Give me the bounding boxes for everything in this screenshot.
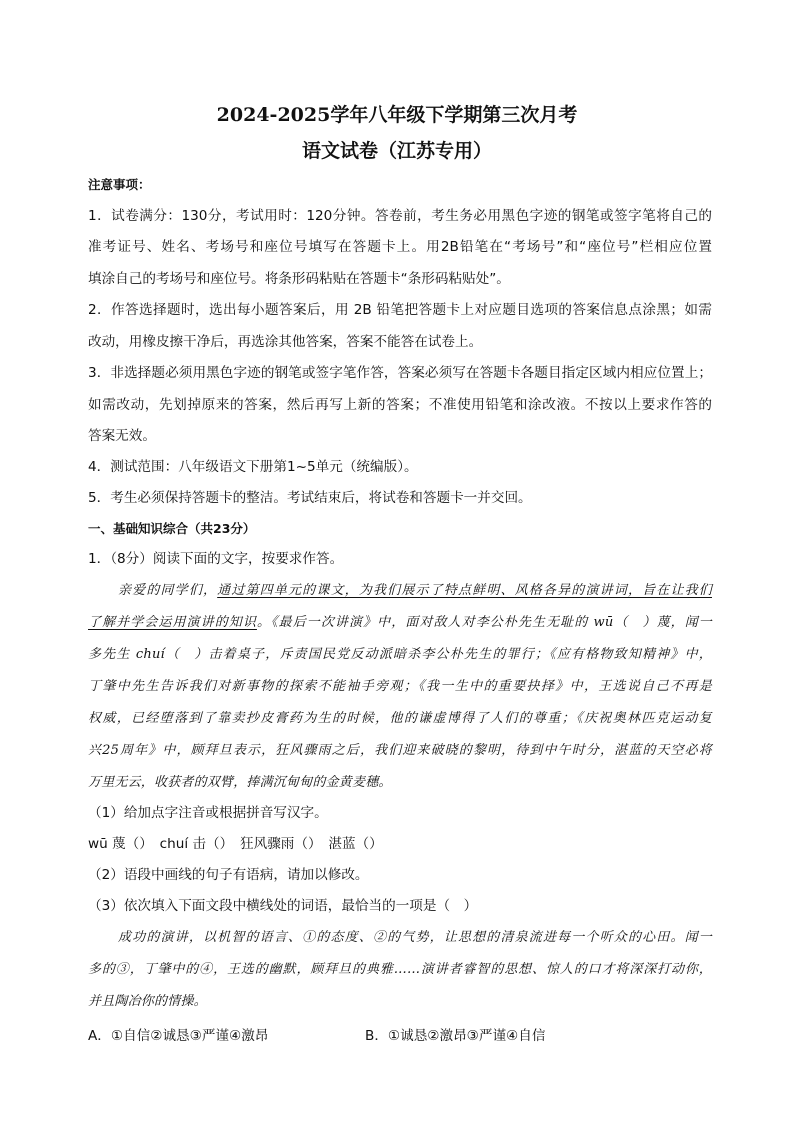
notes-heading: 注意事项： — [88, 177, 151, 192]
notes-line: 填涂自己的考场号和座位号。将条形码粘贴在答题卡“条形码粘贴处”。 — [88, 271, 510, 287]
sub-question-2: （2）语段中画线的句子有语病，请加以修改。 — [88, 867, 369, 883]
underlined-sentence: 了解并学会运用演讲的知识 — [88, 615, 257, 630]
sub-question-3: （3）依次填入下面文段中横线处的词语，最恰当的一项是（ ） — [88, 898, 478, 914]
passage-text: 亲爱的同学们， — [118, 583, 218, 598]
passage-text: 。《最后一次讲演》中，面对敌人对李公朴先生无耻的 wū（ ）蔑，闻一 — [256, 615, 712, 630]
underlined-sentence: 通过第四单元的课文，为我们展示了特点鲜明、风格各异的演讲词，旨在让我们 — [217, 583, 712, 598]
passage-line: 权威，已经堕落到了靠卖抄皮膏药为生的时候，他的谦虚博得了人们的尊重；《庆祝奥林匹克运动复 — [88, 711, 712, 726]
exam-title: 2024-2025学年八年级下学期第三次月考 — [216, 104, 578, 126]
passage-line: 多先生 chuí（ ）击着桌子，斥责国民党反动派暗杀李公朴先生的罪行；《应有格物致知精神》中， — [88, 647, 712, 662]
notes-line: 如需改动，先划掉原来的答案，然后再写上新的答案；不准使用铅笔和涂改液。不按以上要求作答的 — [88, 397, 712, 413]
sub-question-1-items: wū 蔑（） chuí 击（） 狂风骤雨（） 湛蓝（） — [88, 836, 383, 852]
passage2-line: 成功的演讲，以机智的语言、①的态度、②的气势，让思想的清泉流进每一个听众的心田。闻一 — [118, 930, 712, 945]
question-1: 1．（8分）阅读下面的文字，按要求作答。 — [88, 551, 344, 567]
passage-line — [88, 582, 712, 600]
passage2-line: 并且陶冶你的情操。 — [88, 994, 207, 1009]
notes-line: 准考证号、姓名、考场号和座位号填写在答题卡上。用2B铅笔在“考场号”和“座位号”栏相应位置 — [88, 239, 712, 255]
notes-line: 答案无效。 — [88, 428, 156, 444]
notes-line: 改动，用橡皮擦干净后，再选涂其他答案，答案不能答在试卷上。 — [88, 334, 483, 350]
sub-question-1: （1）给加点字注音或根据拼音写汉字。 — [88, 805, 328, 821]
exam-subtitle: 语文试卷（江苏专用） — [301, 140, 492, 162]
notes-line: 5．考生必须保持答题卡的整洁。考试结束后，将试卷和答题卡一并交回。 — [88, 490, 532, 506]
section-heading: 一、基础知识综合（共23分） — [88, 521, 256, 536]
notes-line: 2．作答选择题时，选出每小题答案后，用 2B 铅笔把答题卡上对应题目选项的答案信息点涂黑；如需 — [88, 302, 712, 318]
notes-line: 1．试卷满分：130分，考试用时：120分钟。答卷前，考生务必用黑色字迹的钢笔或签字笔将自己的 — [88, 208, 712, 224]
option-b: B．①诚恳②激昂③严谨④自信 — [365, 1028, 546, 1044]
passage-line: 万里无云，收获者的双臂，捧满沉甸甸的金黄麦穗。 — [88, 775, 392, 790]
notes-line: 4．测试范围：八年级语文下册第1~5单元（统编版）。 — [88, 459, 418, 475]
passage2-line: 多的③，丁肇中的④，王选的幽默，顾拜旦的典雅……演讲者睿智的思想、惊人的口才将深深打动你， — [88, 962, 712, 977]
passage-line: 丁肇中先生告诉我们对新事物的探索不能袖手旁观；《我一生中的重要抉择》中，王选说自己不再是 — [88, 679, 712, 694]
passage-line: 兴25周年》中，顾拜旦表示，狂风骤雨之后，我们迎来破晓的黎明，待到中午时分，湛蓝的天空必将 — [88, 743, 712, 758]
passage-line — [88, 614, 712, 632]
notes-line: 3．非选择题必须用黑色字迹的钢笔或签字笔作答，答案必须写在答题卡各题目指定区域内相应位置上； — [88, 365, 712, 381]
option-a: A．①自信②诚恳③严谨④激昂 — [88, 1028, 269, 1044]
